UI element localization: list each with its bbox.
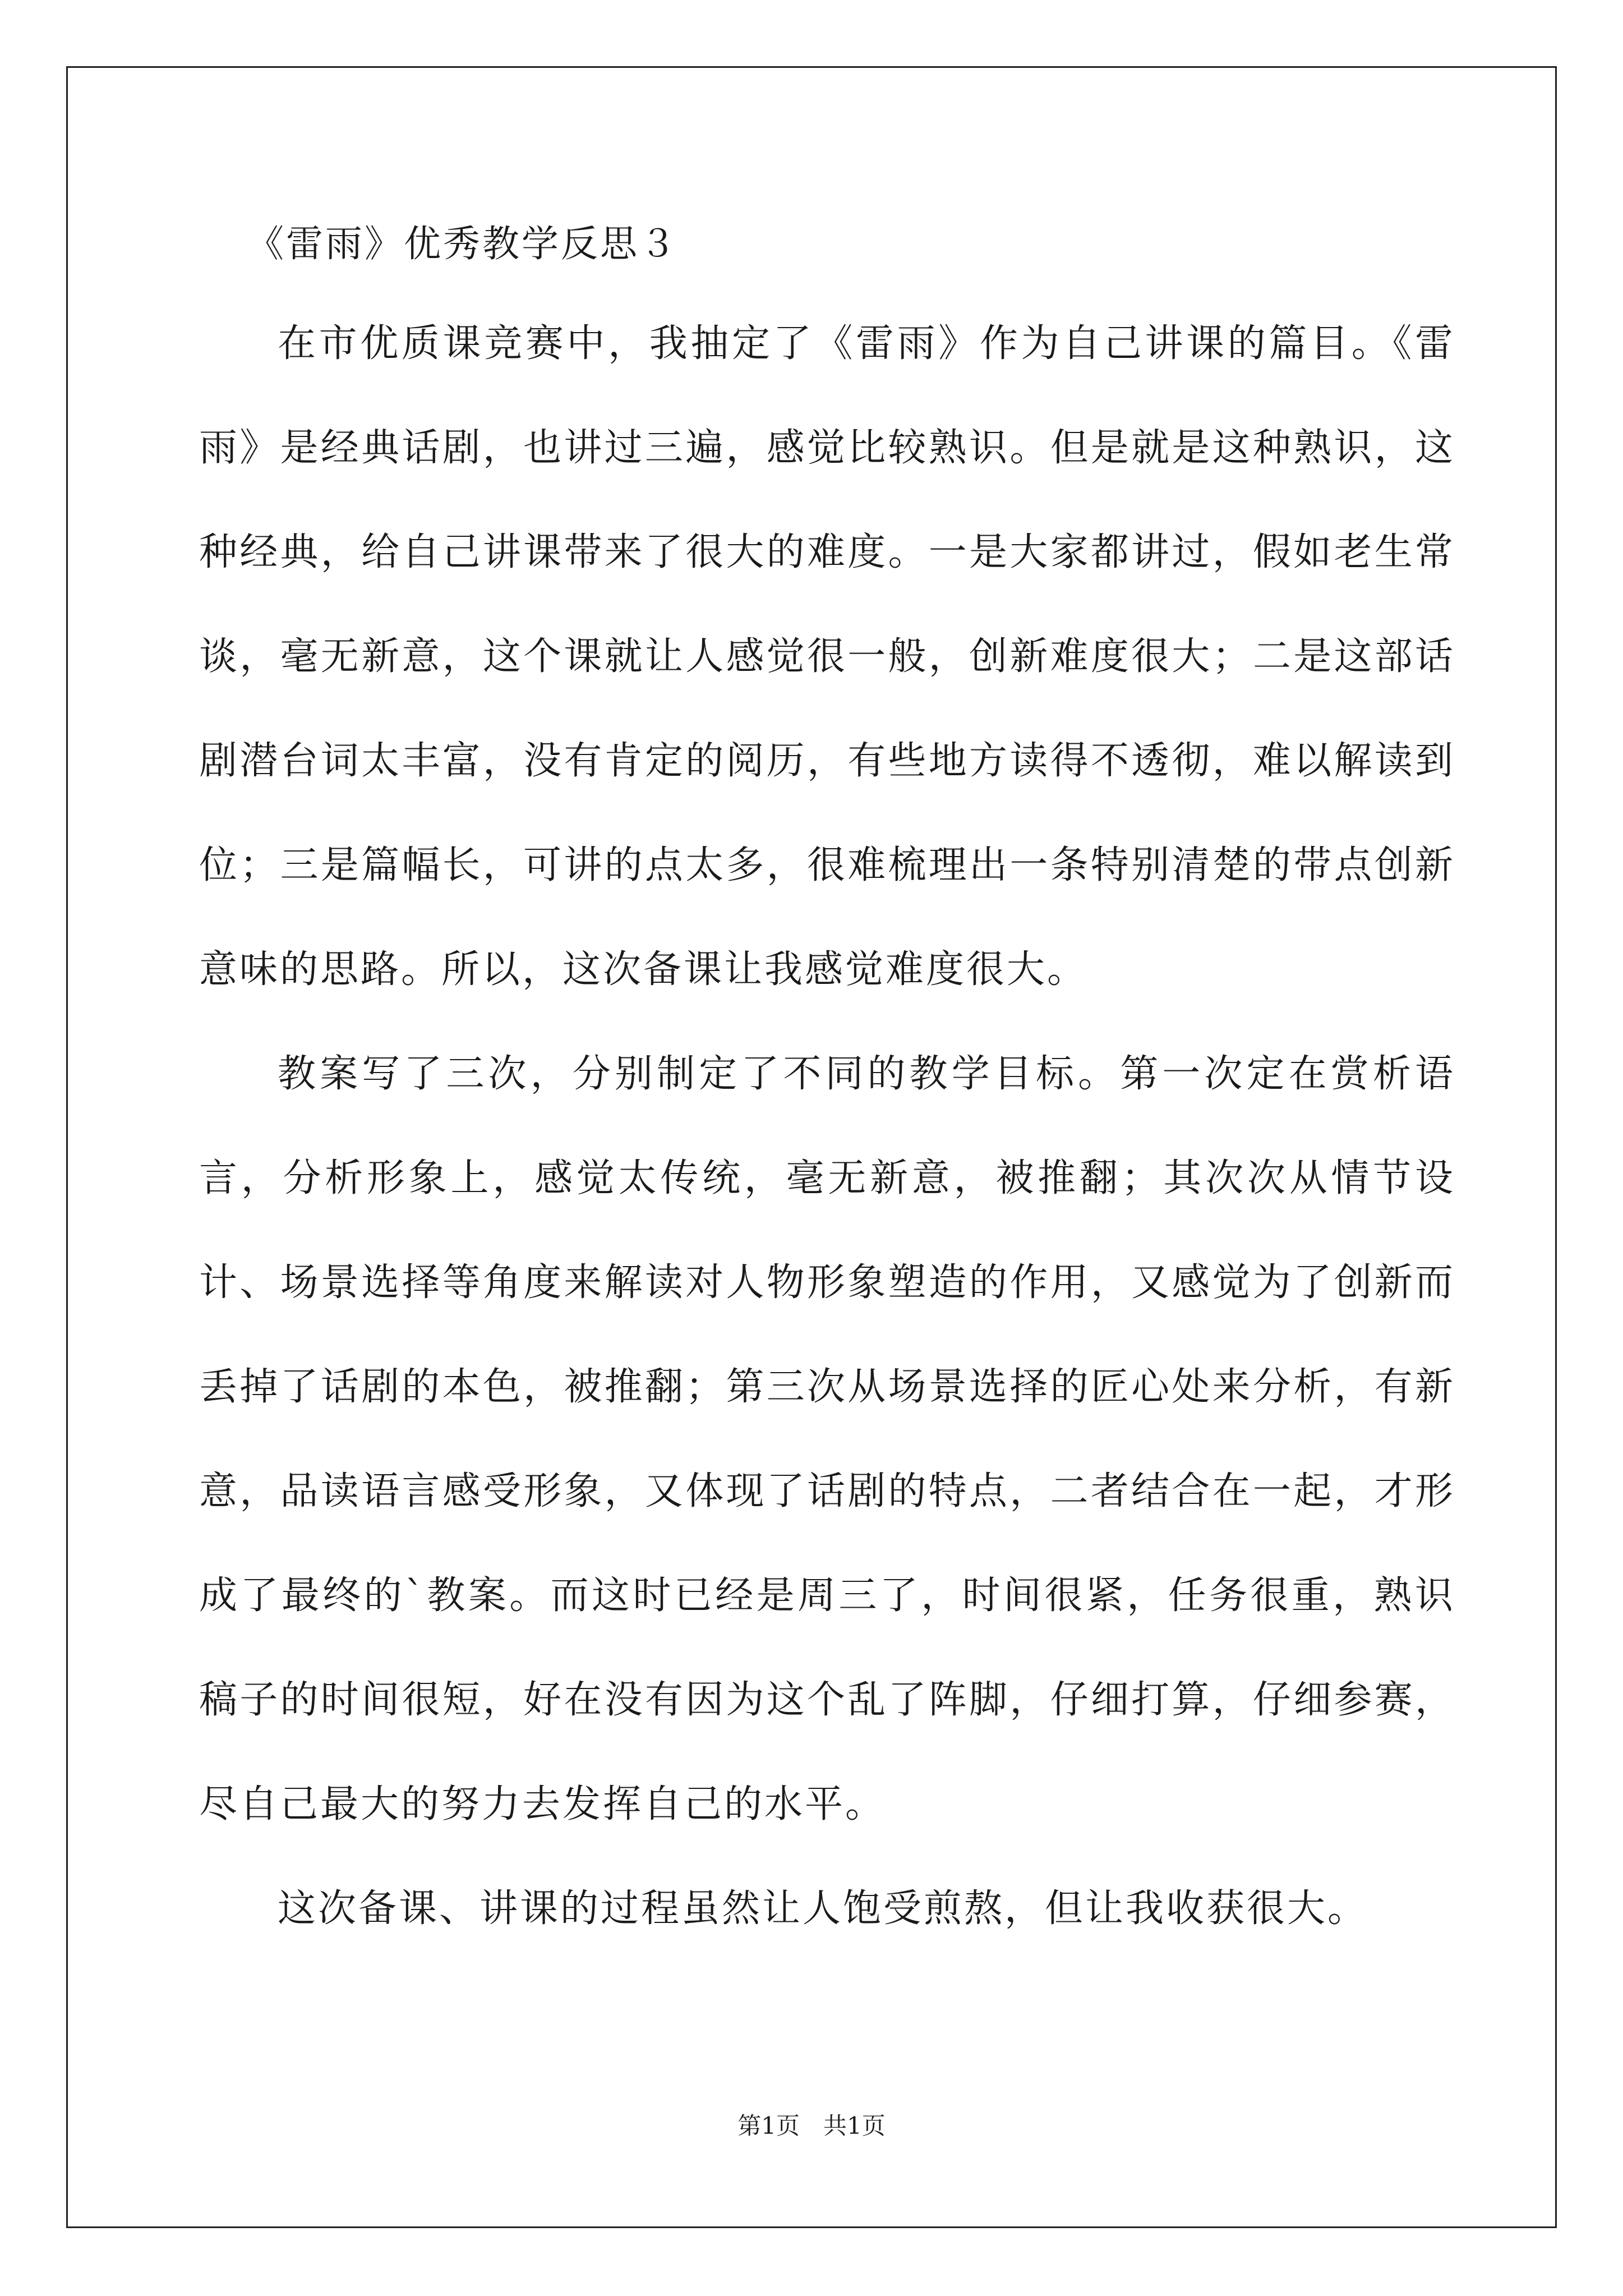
document-body [199, 292, 1455, 1961]
document-title: 《雷雨》优秀教学反思３ [247, 222, 679, 265]
paragraph-3: 这次备课、讲课的过程虽然让人饱受煎熬，但让我收获很大。 [278, 1887, 1368, 1931]
paragraph-2: 教案写了三次，分别制定了不同的教学目标。第一次定在赏析语言，分析形象上，感觉太传统，毫无新意，被推翻；其次次从情节设计、场景选择等角度来解读对人物形象塑造的作用，又感觉为了创新而丢掉了话剧的本色，被推翻；第三次从场景选择的匠心处来分析，有新意，品读语言感受形象，又体现了话剧的特点，二者结合在一起，才形成了最终的`教案。而这时已经是周三了，时间很紧，任务很重，熟识稿子的时间很短，好在没有因为这个乱了阵脚，仔细打算，仔细参赛，尽自己最大的努力去发挥自己的水平。 [199, 1052, 1455, 1826]
paragraph-1: 在市优质课竞赛中，我抽定了《雷雨》作为自己讲课的篇目。《雷雨》是经典话剧，也讲过三遍，感觉比较熟识。但是就是这种熟识，这种经典，给自己讲课带来了很大的难度。一是大家都讲过，假如老生常谈，毫无新意，这个课就让人感觉很一般，创新难度很大；二是这部话剧潜台词太丰富，没有肯定的阅历，有些地方读得不透彻，难以解读到位；三是篇幅长，可讲的点太多，很难梳理出一条特别清楚的带点创新意味的思路。所以，这次备课让我感觉难度很大。 [199, 321, 1455, 992]
page-footer: 第1页 共1页 [737, 2112, 886, 2139]
